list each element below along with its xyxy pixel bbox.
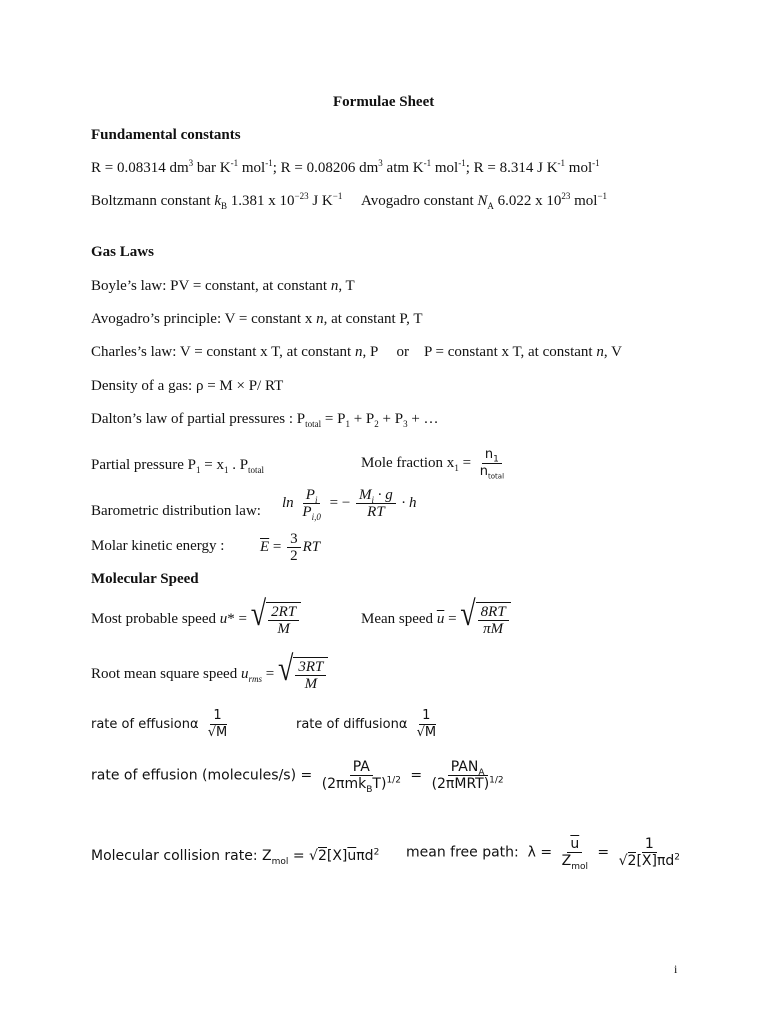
gas-density: Density of a gas: ρ = M × P/ RT [91, 378, 284, 394]
mole-fraction: Mole fraction $x_1$ = $\frac{n_1}{n_{total}}$ [361, 447, 505, 481]
page-title: Formulae Sheet [333, 94, 435, 110]
avogadro-principle: Avogadro’s principle: V = constant x n, at constant P, T [91, 311, 423, 327]
barometric-formula: ln $\frac{P_i}{P_{i,0}}$ = − $\frac{M_i \cdot g}{RT}$ · h [282, 487, 417, 522]
avogadro-constant: Avogadro constant $N_A$ 6.022 x $10^{23}$ mol$^{-1}$ [361, 191, 608, 211]
diffusion-proportionality: rate of diffusionα $\frac{1}{√M}$ [296, 708, 437, 740]
page-number: i [674, 962, 678, 976]
effusion-rate-molecules: rate of effusion (molecules/s) = $\frac{PA}{(2\pi mk_BT)^{1/2}}$ = $\frac{PAN_A}{(2\pi MRT)^{1/2}}$ [91, 759, 504, 795]
section-heading-molecular-speed: Molecular Speed [91, 571, 199, 587]
collision-rate: Molecular collision rate: $Z_{mol} = √2[X]\overline{u}\pi d^2$ [91, 847, 380, 867]
gas-constant-line: R = 0.08314 $dm^3$ bar $K^{-1}$ mol$^{-1}$; R = 0.08206 $dm^3$ atm $K^{-1}$ mol$^{-1}$; R = 8.314 J $K^{-1}$ mol$^{-1}$ [91, 158, 600, 176]
barometric-label: Barometric distribution law: [91, 503, 261, 519]
kinetic-energy-label: Molar kinetic energy : [91, 538, 225, 554]
boltzmann-constant: Boltzmann constant $k_B$ 1.381 x $10^{-23}$ J $K^{-1}$ [91, 191, 343, 211]
charles-law: Charles’s law: V = constant x T, at constant n, P or P = constant x T, at constant n, V [91, 344, 622, 360]
boyles-law: Boyle’s law: PV = constant, at constant n, T [91, 278, 355, 294]
section-heading-gas-laws: Gas Laws [91, 244, 154, 260]
effusion-proportionality: rate of effusionα $\frac{1}{√M}$ [91, 708, 228, 740]
section-heading-fundamental-constants: Fundamental constants [91, 127, 241, 143]
most-probable-speed: Most probable speed u* = √ $\frac{2RT}{M}$ [91, 602, 301, 637]
mean-speed: Mean speed $\overline{u}$ = √ $\frac{8RT}{\pi M}$ [361, 602, 511, 637]
partial-pressure: Partial pressure $P_1 = x_1$ . $P_{total}$ [91, 457, 265, 475]
mean-free-path: mean free path: λ = $\frac{\overline{u}}{Z_{mol}}$ = $\frac{1}{√2[X]\pi d^2}$ [406, 836, 681, 872]
daltons-law: Dalton’s law of partial pressures : $P_{total} = P_1 + P_2 + P_3$ + … [91, 411, 439, 429]
rms-speed: Root mean square speed $u_{rms}$ = √ $\frac{3RT}{M}$ [91, 657, 328, 692]
kinetic-energy-formula: $\overline{E}$ = $\frac{3}{2}$ RT [260, 531, 321, 564]
